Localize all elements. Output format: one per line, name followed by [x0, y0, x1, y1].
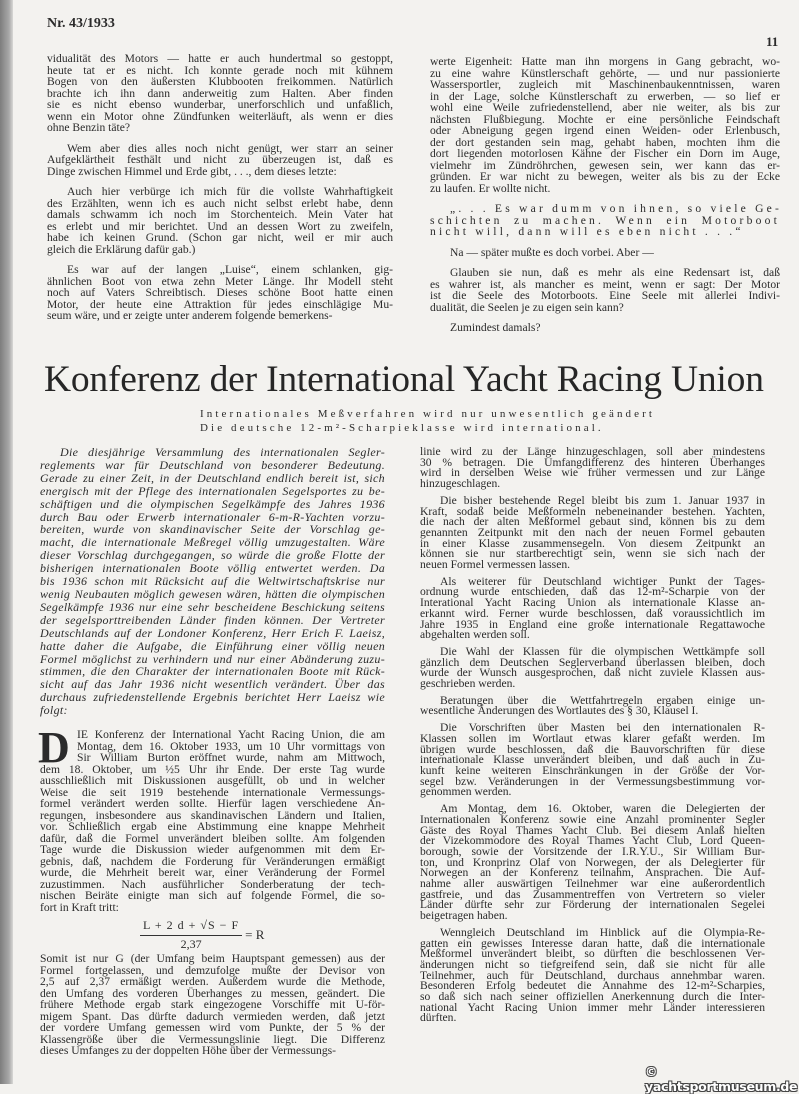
text-line: 2,5 auf 2,37 ermäßigt werden. Außerdem wurde die Methode,	[40, 975, 385, 988]
paragraph	[47, 186, 393, 255]
paragraph	[40, 953, 385, 1057]
text-line: Die Vorschriften über Masten bei den internationalen R-	[440, 721, 765, 735]
text-line: „. . . Es war dumm von ihnen, so viele Ge-	[450, 202, 783, 215]
paragraph	[420, 693, 765, 718]
text-line: ohne Benzin täte?	[47, 121, 131, 134]
text-line: IE Konferenz der International Yacht Racing Union, die am	[77, 728, 385, 741]
text-line: vor. Schließlich ergab eine Abstimmung eine knappe Mehrheit	[40, 820, 385, 833]
text-line: Kraft, sodaß beide Meßformeln nebeneinander bestehen. Yachten,	[420, 504, 765, 518]
text-line: folgt:	[40, 703, 68, 718]
text-line: fort in Kraft tritt:	[40, 900, 119, 914]
text-line: erkannt wird. Ferner wurde beschlossen, daß voraussichtlich im	[420, 606, 765, 620]
text-line: Deutschlands auf der Londoner Konferenz, Herr Erich F. Laeisz,	[40, 625, 385, 640]
paragraph	[430, 56, 780, 194]
text-line: Klassen sollen im Wortlaut etwas klarer gefaßt werden. Im	[420, 731, 765, 745]
text-line: borough, sowie der Vorsitzende der I.R.Y.U., Sir William Bur-	[420, 844, 765, 858]
paragraph	[420, 723, 765, 798]
text-line: nahme aller auswärtigen Teilnehmer war eine außerordentlich	[420, 877, 765, 891]
page-number: 11	[766, 34, 779, 49]
text-line: segel bzw. Veränderungen in der Vermessungsbestimmung vor-	[420, 774, 765, 788]
text-line: schichten zu machen. Wenn ein Motorboot	[430, 213, 780, 227]
article-title: Konferenz der International Yacht Racing Union	[44, 359, 764, 400]
text-line: gastfreie, und das Zusammentreffen von Vertretern so vieler	[420, 887, 765, 901]
previous-story-left-column	[47, 53, 393, 322]
paragraph	[420, 925, 765, 1025]
text-line: Weise die seit 1919 bestehende internationale Vermessungs-	[40, 785, 385, 799]
text-line: geschrieben werden.	[420, 677, 516, 691]
text-line: Die Wahl der Klassen für die olympischen Wettkämpfe soll	[440, 644, 765, 658]
text-line: Am Montag, dem 16. Oktober, waren die Delegierten der	[440, 802, 765, 816]
text-line: übrigen wurde beschlossen, daß die Bauvorschriften für diese	[420, 742, 765, 756]
text-line: frühere Methode ergab stark eingezogene Vorschiffe mit U-för-	[40, 998, 385, 1011]
text-line: neuen Formel vermessen lassen.	[420, 558, 571, 572]
text-line: des Erzählten, wenn ich es auch nicht selbst erlebt habe, denn	[47, 196, 393, 210]
text-line: ton, und Kronprinz Olaf von Norwegen, der als Delegierter für	[420, 855, 765, 869]
text-line: Wem aber dies alles noch nicht genügt, wer starr an seiner	[67, 141, 393, 155]
text-line: werte Eigenheit: Hatte man ihn morgens in Gang gebracht, wo-	[430, 55, 780, 68]
paragraph	[420, 574, 765, 642]
text-line: in einer Klasse zusammensegeln. Von diesem Zeitpunkt an	[420, 536, 765, 550]
text-line: Es war auf der langen „Luise“, einem schlanken, gig-	[67, 263, 393, 276]
drop-cap: D	[38, 723, 70, 772]
text-line: nächsten Flußbiegung. Mochte er eine persönliche Feindschaft	[430, 112, 780, 126]
text-line: wurde, die Mehrheit bereit war, einer Veränderung der Formel	[40, 866, 385, 879]
text-line: der vordere Umfang gemessen wird vom Punkte, der 5 % der	[40, 1021, 385, 1034]
text-line: gleich die Erklärung dafür gab.)	[47, 242, 196, 256]
text-line: der Vizekommodore des Royal Thames Yacht Club, Lord Queen-	[420, 834, 765, 848]
article-body-left-bottom	[40, 953, 385, 1057]
text-line: Beratungen über die Wettfahrtregeln ergaben einige un-	[440, 693, 765, 707]
text-line: sie es nicht ebenso wunderbar, unerforschlich und unfaßlich,	[47, 98, 393, 111]
paragraph	[420, 493, 765, 572]
issue-number: Nr. 43/1933	[47, 16, 115, 31]
text-line: Die bisher bestehende Regel bleibt bis zum 1. Januar 1937 in	[440, 493, 765, 507]
text-line: reglements war für Deutschland von besonderer Bedeutung.	[40, 457, 385, 472]
paragraph	[47, 264, 393, 322]
text-line: zuzustimmen. Nach ausführlicher Sonderberatung der tech-	[40, 877, 385, 891]
text-line: gebnis, daß, nachdem die Forderung für Veränderungen ermäßigt	[40, 854, 385, 868]
text-line: so daß sich nach seiner offiziellen Anerkennung durch die Inter-	[420, 990, 765, 1004]
text-line: Länder dürfte sehr zur Förderung der internationalen Segelei	[420, 898, 765, 912]
text-line: internationale Klasse unverändert bleiben, und daß auch in Zu-	[420, 753, 765, 767]
text-line: in der Lage, solche Künstlerschaft zu erwerben, — so lief er	[430, 89, 780, 103]
text-line: Segelkämpfe 1936 nur eine sehr bescheidene Beschickung seitens	[40, 599, 385, 614]
text-line: oder Abneigung gegen irgend einen Weiden- oder Erlenbusch,	[430, 124, 780, 137]
text-line: nicht will, dann will es eben nicht . . .“	[430, 225, 744, 238]
text-line: Wassersportler, zugleich mit Maschinenbaukenntnissen, waren	[430, 78, 780, 91]
text-line: Formel möglichst zu verhindern und nur einer Abänderung zuzu-	[40, 651, 385, 666]
text-line: es wahrer ist, als mancher es meint, wenn er sagt: Der Motor	[430, 277, 780, 291]
text-line: Norwegen an der Konferenz teilnahm, Ansprachen. Die Auf-	[420, 866, 765, 880]
text-line: ähnlichen Boot von etwa zehn Meter Länge. Ihr Modell steht	[47, 274, 393, 288]
text-line: wenig Neubauten möglich gewesen wären, hätten die olympischen	[40, 586, 385, 601]
formula-denominator: 2,37	[180, 937, 202, 951]
paragraph	[420, 447, 765, 490]
paragraph	[430, 202, 783, 238]
text-line: Interational Yacht Racing Union als internationale Klasse an-	[420, 596, 765, 610]
article-intro	[40, 446, 385, 717]
paragraph	[430, 322, 780, 334]
text-line: Glauben sie nun, daß es mehr als eine Redensart ist, daß	[450, 266, 780, 279]
text-line: Gäste des Royal Thames Yacht Club. Bei diesem Anlaß hielten	[420, 823, 765, 837]
text-line: wesentliche Änderungen des Wortlautes des § 30, Klausel I.	[420, 704, 699, 718]
text-line: bereiten, wurde von skandinavischer Seite der Vorschlag ge-	[40, 522, 385, 537]
text-line: kunft keine weiteren Einschränkungen in der Größe der Vor-	[420, 763, 765, 777]
text-line: dort liegenden motorlosen Kähne der Fischer ein Dorn im Auge,	[430, 147, 780, 160]
paragraph	[47, 143, 393, 178]
text-line: Als weiterer für Deutschland wichtiger Punkt der Tages-	[440, 574, 765, 588]
text-line: macht, die internationale Meßregel völlig umzugestalten. Wäre	[40, 535, 385, 550]
text-line: damals schwamm ich noch im Storchenteich. Mein Vater hat	[47, 208, 393, 221]
text-line: heute tat er es nicht. Ich konnte gerade noch mit kühnem	[47, 63, 393, 77]
text-line: dualität, die Seelen je zu eigen sein kann?	[430, 300, 624, 314]
text-line: können sie nur startberechtigt sein, wenn sie sich nach der	[420, 547, 765, 561]
text-line: bis 1936 schon mit Rücksicht auf die Weltwirtschaftskrise nur	[40, 574, 385, 589]
text-line: dem 18. Oktober, um ½5 Uhr ihr Ende. Der erste Tag wurde	[40, 762, 385, 776]
text-line: genommen werden.	[420, 785, 512, 799]
text-line: brachte ich ihn dann anderweitig zum Halten. Aber finden	[47, 86, 393, 100]
text-line: Jahre 1935 in England eine große internationale Regattawoche	[420, 617, 765, 631]
page-binding-edge	[0, 0, 13, 1084]
text-line: sicht auf das Jahr 1936 nicht wesentlich verändert. Über das	[40, 677, 385, 692]
text-line: dürften.	[420, 1011, 457, 1025]
text-line: abgehalten werden soll.	[420, 628, 530, 642]
text-line: stimmen, die den Charakter der internationalen Boote mit Rück-	[40, 664, 385, 679]
text-line: Formel fortgelassen, und demzufolge mußte der Devisor von	[40, 963, 385, 977]
text-line: ist die Seele des Motorboots. Eine Seele mit allerlei Indivi-	[430, 289, 780, 302]
text-line: es erlebt und mir berichtet. Und an dessen Wort zu zweifeln,	[47, 219, 393, 233]
text-line: Motor, der heute eine Attraktion für jedes einschlägige Mu-	[47, 297, 393, 311]
formula-numerator: L + 2 d + √S − F	[140, 918, 242, 936]
previous-story-right-column	[430, 55, 783, 334]
text-line: Meßformel unverändert bleibt, so dürften die beschlossenen Ver-	[420, 947, 765, 961]
text-line: vielmehr im Zündröhrchen, gewesen sein, wer kann das er-	[430, 158, 780, 172]
text-line: durch Bau oder Erwerb internationaler 6-m-R-Yachten vorzu-	[40, 509, 385, 524]
text-line: wurde der Wunsch ausgesprochen, daß nicht zuviele Klassen aus-	[420, 666, 765, 680]
text-line: vidualität des Motors — hatte er auch hundertmal so gestoppt,	[47, 52, 393, 65]
text-line: energisch mit der Pflege des internationalen Segelsportes zu be-	[40, 483, 385, 498]
text-line: migem Spant. Das dürfte dadurch vermieden werden, daß jetzt	[40, 1009, 385, 1023]
text-line: Bogen von den äußersten Klubbooten freikommen. Natürlich	[47, 75, 393, 88]
text-line: linie wird zu der Länge hinzugeschlagen, soll aber mindestens	[420, 445, 765, 458]
text-line: Tage wurde die Diskussion wieder aufgenommen mit dem Er-	[40, 843, 385, 856]
text-line: national Yacht Racing Union immer mehr Länder interessieren	[420, 1000, 765, 1014]
text-line: noch auf Vaters Schreibtisch. Dieses schöne Boot hatte einen	[47, 286, 393, 299]
article-body-right	[420, 447, 765, 1024]
text-line: Auch hier verbürge ich mich für die vollste Wahrhaftigkeit	[67, 185, 393, 198]
text-line: bisherigen internationalen Boote völlig entwertet werden. Da	[40, 561, 385, 576]
paragraph	[420, 644, 765, 691]
text-line: Dinge zwischen Himmel und Erde gibt, . . ., dem dieses letzte:	[47, 164, 337, 178]
text-line: der segelsporttreibenden Länder finden können. Der Vertreter	[40, 612, 385, 627]
text-line: Montag, dem 16. Oktober 1933, um 10 Uhr vormittags von	[77, 739, 385, 753]
paragraph	[430, 247, 780, 259]
text-line: Wenngleich Deutschland im Hinblick auf die Olympia-Re-	[440, 925, 765, 939]
text-line: Sir William Burton eröffnet wurde, nahm am Mittwoch,	[77, 751, 385, 764]
text-line: beigetragen haben.	[420, 909, 508, 923]
text-line: Internationalen Konferenz sowie eine Anzahl prominenter Segler	[420, 812, 765, 826]
text-line: wenn ein Motor ohne Zündfunken weiterläuft, als wenn er dies	[47, 109, 393, 123]
formula-result: = R	[245, 927, 265, 942]
text-line: Klassengröße über die Vermessungslinie liegt. Die Differenz	[40, 1032, 385, 1046]
text-line: zu eine wahre Künstlerschaft gehörte, — und nur passionierte	[430, 66, 780, 80]
text-line: änderungen nicht so tiefgreifend sein, daß sie nicht für alle	[420, 957, 765, 971]
text-line: Die diesjährige Versammlung des internationalen Segler-	[60, 445, 385, 459]
text-line: hatte daher die Aufgabe, die Einführung einer völlig neuen	[40, 638, 385, 653]
text-line: hinzugeschlagen.	[420, 477, 501, 491]
text-line: der dort gestanden sein mag, gehabt haben, mochten ihm die	[430, 135, 780, 149]
text-line: dieses Umfanges zu der doppelten Höhe über der Vermessungs-	[40, 1044, 336, 1057]
article-subtitle: Die deutsche 12-m²-Scharpieklasse wird international.	[200, 422, 604, 434]
text-line: regungen, insbesondere aus skandinavischen Ländern und Italien,	[40, 808, 385, 822]
text-line: die nach der alten Meßformel gebaut sind, können bis zu dem	[420, 515, 765, 529]
text-line: Gerade zu einer Zeit, in der Deutschland endlich bereit ist, sich	[40, 470, 385, 485]
paragraph	[40, 446, 385, 717]
article-subtitle: Internationales Meßverfahren wird nur unwesentlich geändert	[200, 408, 656, 420]
text-line: durchaus zufriedenstellende Ergebnis berichtet Herr Laeisz wie	[40, 690, 385, 705]
formula-fraction	[140, 918, 242, 952]
paragraph	[420, 804, 765, 922]
text-line: habe ich keinen Grund. (Schon gar nicht, weil er mir auch	[47, 231, 393, 244]
text-line: gatten ein gewisses Interesse daran hatte, daß die internationale	[420, 936, 765, 950]
text-line: 30 % betragen. Die Umfangdifferenz des hinteren Überhanges	[420, 455, 765, 469]
text-line: Na — später mußte es doch vorbei. Aber —	[450, 245, 654, 259]
text-line: schäftigen und die olympischen Segelkämpfe des Jahres 1936	[40, 496, 385, 511]
text-line: Besonderen Erfolg bedeutet die Annahme des 12-m²-Scharpies,	[420, 979, 765, 993]
text-line: zu laufen. Er wollte nicht.	[430, 181, 551, 195]
text-line: den Umfang des vorderen Überhanges zu messen, geändert. Die	[40, 986, 385, 1000]
text-line: dieser Vorschlag durchgegangen, so würde die große Flotte der	[40, 548, 385, 563]
text-line: gänzlich dem Deutschen Seglerverband überlassen bleiben, doch	[420, 655, 765, 669]
paragraph	[47, 53, 393, 134]
text-line: formel verändert werden sollte. Hierfür lagen verschiedene An-	[40, 797, 385, 810]
text-line: Somit ist nur G (der Umfang beim Hauptspant gemessen) aus der	[40, 952, 385, 965]
text-line: dafür, daß die Formel unverändert bleiben sollte. Am folgenden	[40, 831, 385, 845]
text-line: wohl eine Weile zufriedenstellend, aber nie weiter, als bis zur	[430, 101, 780, 114]
text-line: Teilnehmer, auch für Deutschland, durchaus annehmbar waren.	[420, 968, 765, 982]
text-line: seum wäre, und er zeigte unter anderem folgende bemerkens-	[47, 309, 333, 322]
text-line: ordnung wurde entschieden, daß das 12-m²-Scharpie von der	[420, 585, 765, 599]
text-line: Zumindest damals?	[450, 321, 541, 334]
text-line: ausschließlich mit Diskussionen ausgefüllt, ob und in welcher	[40, 774, 385, 787]
text-line: genannten Zeitpunkt mit den nach der neuen Formel gebauten	[420, 525, 765, 539]
paragraph	[38, 723, 385, 914]
text-line: nischen Beiräte einigte man sich auf folgende Formel, die so-	[40, 889, 385, 902]
copyright-watermark: © yachtsportmuseum.de	[645, 1064, 798, 1094]
text-line: wird in derselben Weise wie früher vermessen und zur Länge	[420, 466, 765, 480]
measurement-formula	[140, 918, 264, 952]
paragraph	[430, 267, 780, 313]
article-body-left-top	[38, 723, 385, 914]
text-line: Aufgeklärtheit festhält und nicht zu überzeugen ist, daß es	[47, 153, 393, 166]
text-line: gründen. Er war nicht zu bewegen, weiter als bis zu der Ecke	[430, 170, 780, 183]
